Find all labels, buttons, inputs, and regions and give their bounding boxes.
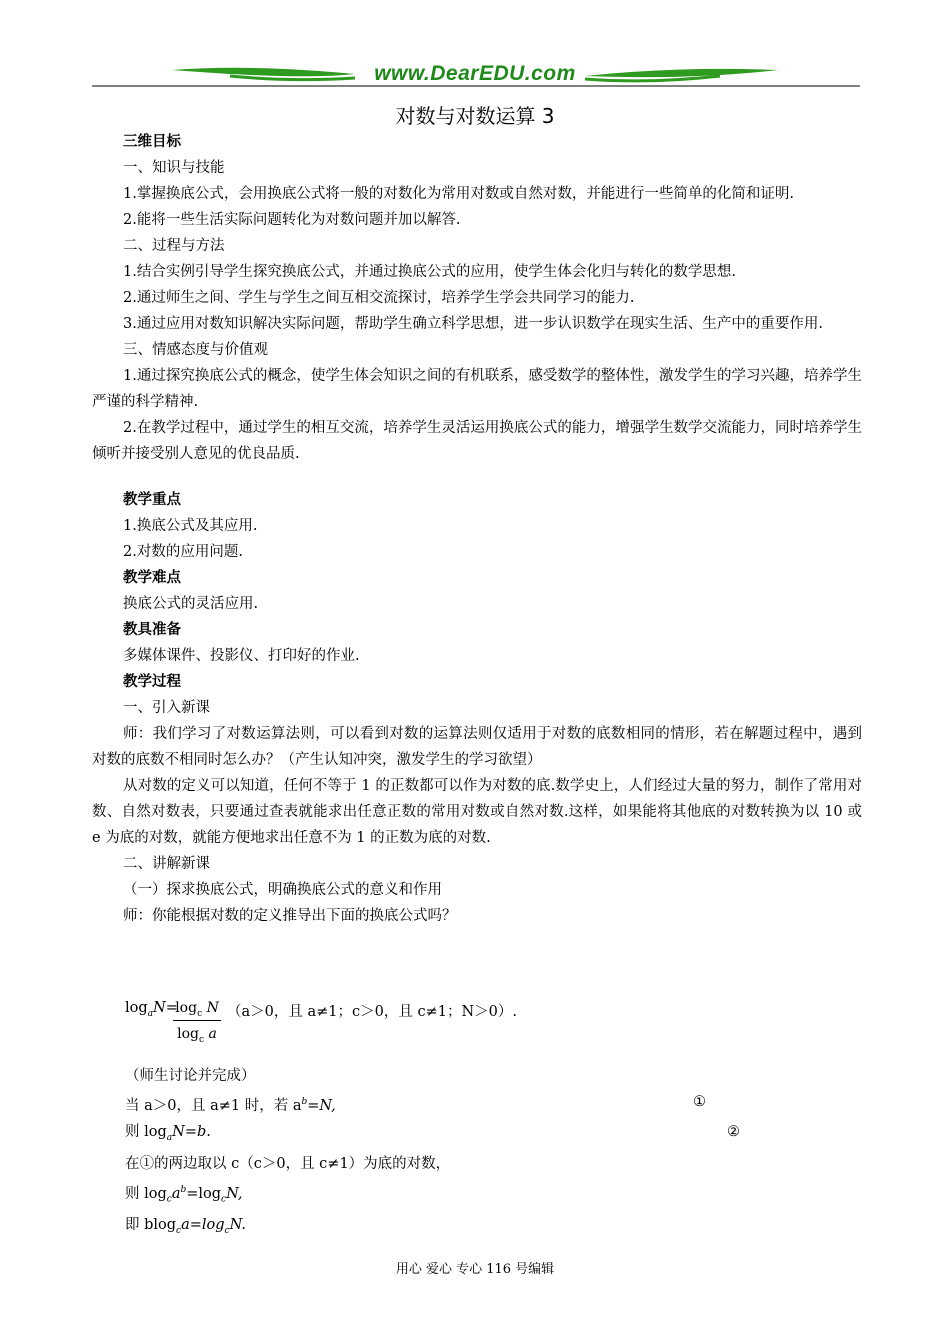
step-4: 则 $\log_ca^b=\log_cN$,: [125, 1184, 243, 1205]
step-2: 则 $\log_aN=b$. ②: [125, 1119, 765, 1151]
change-of-base-formula: [125, 996, 625, 1050]
paragraph: 3.通过应用对数知识解决实际问题，帮助学生确立科学思想，进一步认识数学在现实生活、生产中的重要作用.: [123, 316, 823, 332]
paragraph: 一、引入新课: [123, 700, 210, 716]
formula-conditions: （a＞0，且 a≠1；c＞0，且 c≠1；N＞0）.: [227, 1004, 517, 1020]
paragraph: 1.结合实例引导学生探究换底公式，并通过换底公式的应用，使学生体会化归与转化的数学思想.: [123, 264, 736, 280]
section-heading: 教学难点: [123, 569, 181, 586]
paragraph: 1.通过探究换底公式的概念，使学生体会知识之间的有机联系，感受数学的整体性，激发学生的学习兴趣，培养学生严谨的科学精神.: [92, 368, 862, 410]
document-body: [92, 129, 862, 929]
step-3: 在①的两边取以 c（c＞0，且 c≠1）为底的对数，: [125, 1155, 451, 1172]
paragraph: 1.换底公式及其应用.: [123, 518, 258, 534]
page-header: [0, 0, 950, 100]
paragraph: 多媒体课件、投影仪、打印好的作业.: [123, 648, 360, 664]
section-heading: 教学过程: [123, 673, 181, 690]
section-heading: 教学重点: [123, 491, 181, 508]
step-5: 即 $blog_ca=\log_cN$.: [125, 1217, 246, 1237]
paragraph: 三、情感态度与价值观: [123, 342, 268, 358]
section-heading: 教具准备: [123, 621, 181, 638]
paragraph: 2.能将一些生活实际问题转化为对数问题并加以解答.: [123, 212, 461, 228]
page-title: 对数与对数运算 3: [395, 104, 555, 128]
formula-numerator: $\log_c N$: [173, 996, 221, 1021]
paragraph: 一、知识与技能: [123, 160, 225, 176]
section-heading: 三维目标: [123, 133, 181, 150]
paragraph: （一）探求换底公式，明确换底公式的意义和作用: [123, 882, 442, 898]
step-1: 当 a＞0，且 a≠1 时，若 $a^b=N$, ①: [125, 1089, 765, 1119]
formula-denominator: $\log_c a$: [177, 1026, 217, 1045]
formula-lhs: $\log_aN=$: [125, 1000, 178, 1019]
paragraph: 师：你能根据对数的定义推导出下面的换底公式吗？: [123, 908, 457, 924]
paragraph: 从对数的定义可以知道，任何不等于 1 的正数都可以作为对数的底.数学史上，人们经过大量的努力，制作了常用对数、自然对数表，只要通过查表就能求出任意正数的常用对数或自然对数.这样，如果能将其他底的对数转换为以 10 或 e 为底的对数，就能方便地求出任意不为 1 的正数为底的对数.: [92, 778, 862, 846]
paragraph: 2.对数的应用问题.: [123, 544, 243, 560]
paragraph: 1.掌握换底公式，会用换底公式将一般的对数化为常用对数或自然对数，并能进行一些简单的化简和证明.: [123, 186, 794, 202]
circled-two-mark: ②: [727, 1123, 740, 1140]
paragraph: 师：我们学习了对数运算法则，可以看到对数的运算法则仅适用于对数的底数相同的情形，若在解题过程中，遇到对数的底数不相同时怎么办？（产生认知冲突，激发学生的学习欲望）: [92, 726, 862, 768]
paragraph: 二、讲解新课: [123, 856, 210, 872]
paragraph: 2.在教学过程中，通过学生的相互交流，培养学生灵活运用换底公式的能力，增强学生数学交流能力，同时培养学生倾听并接受别人意见的优良品质.: [92, 420, 862, 462]
paragraph-spacer: [92, 467, 862, 487]
formula-fraction: [173, 996, 221, 1047]
page-footer: 用心 爱心 专心 116 号编辑: [395, 1262, 555, 1277]
paragraph: 换底公式的灵活应用.: [123, 596, 259, 612]
paragraph: 2.通过师生之间、学生与学生之间互相交流探讨，培养学生学会共同学习的能力.: [123, 290, 635, 306]
step-discussion: （师生讨论并完成）: [125, 1068, 256, 1084]
site-logo[interactable]: www.DearEDU.com: [0, 62, 950, 86]
circled-one-mark: ①: [693, 1094, 706, 1110]
paragraph: 二、过程与方法: [123, 238, 225, 254]
derivation-steps: [125, 1063, 765, 1244]
